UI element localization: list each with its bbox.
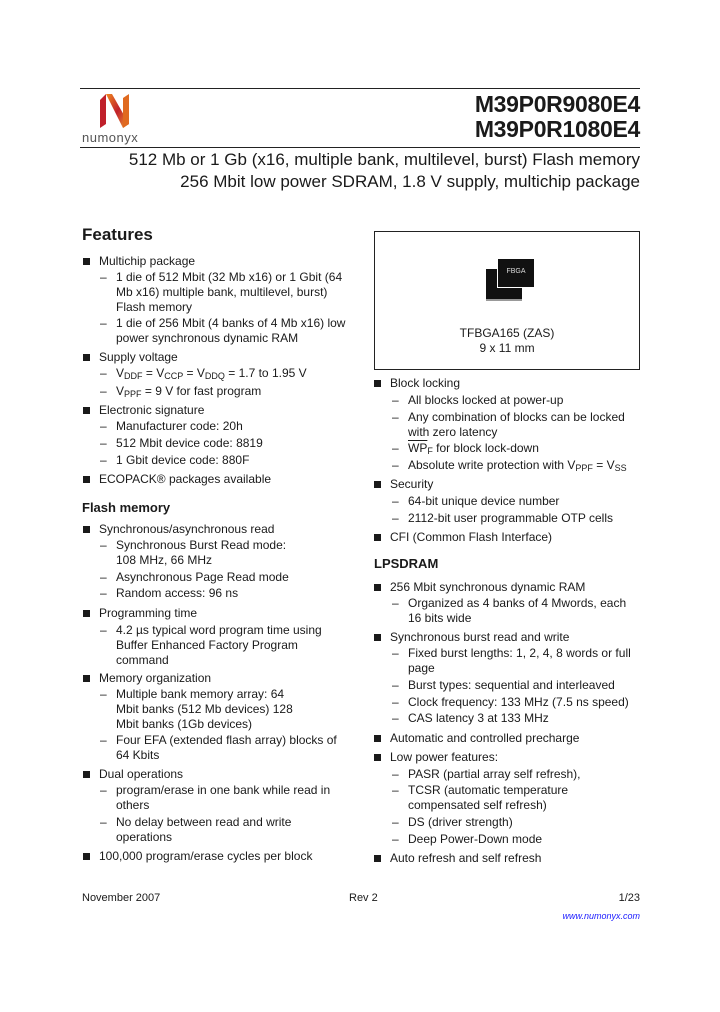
brand-name: numonyx [82,130,139,145]
text: Absolute write protection with V [408,458,576,472]
list-item: CFI (Common Flash Interface) [390,530,625,545]
list-item: Programming time [99,606,349,621]
text: = V [592,458,615,472]
list-item: Synchronous/asynchronous read [99,522,349,537]
list-item: Block locking [390,376,625,391]
subscript: DDQ [204,371,225,381]
list-item [408,441,643,456]
footer-revision: Rev 2 [349,892,378,904]
footer-page-number: 1/23 [618,892,640,904]
list-item: 100,000 program/erase cycles per block [99,849,349,864]
list-item: – 4.2 µs typical word program time using Buffer Enhanced Factory Program command [116,623,331,668]
list-item: – No delay between read and write operations [116,815,316,845]
text: = V [142,366,165,380]
list-item: Multichip package [99,254,349,269]
list-item: – Manufacturer code: 20h [116,419,366,434]
list-item: Electronic signature [99,403,349,418]
website-link[interactable]: www.numonyx.com [562,911,640,921]
text: = V [183,366,205,380]
package-size: 9 x 11 mm [479,341,535,355]
text: = 1.7 to 1.95 V [224,366,307,380]
subscript: PPF [575,463,593,473]
list-item: Memory organization [99,671,349,686]
subtitle-2: 256 Mbit low power SDRAM, 1.8 V supply, multichip package [180,172,640,191]
subscript: F [427,446,433,456]
list-item: – Burst types: sequential and interleaved [408,678,643,693]
features-heading: Features [82,225,153,244]
list-item: – PASR (partial array self refresh), [408,767,643,782]
list-item: – 1 Gbit device code: 880F [116,453,366,468]
list-item: 256 Mbit synchronous dynamic RAM [390,580,625,595]
text: = 9 V for fast program [141,384,262,398]
list-item: Low power features: [390,750,625,765]
subscript: DDF [124,371,143,381]
subscript: SS [614,463,627,473]
list-item: – All blocks locked at power-up [408,393,643,408]
numonyx-logo-mark [97,94,137,128]
flash-memory-heading: Flash memory [82,500,171,515]
package-name: TFBGA165 (ZAS) [459,326,555,340]
text: for block lock-down [432,441,539,455]
subscript: PPF [124,389,142,399]
list-item: Synchronous burst read and write [390,630,625,645]
text: V [116,384,125,398]
list-item: – 512 Mbit device code: 8819 [116,436,366,451]
list-item: – Four EFA (extended flash array) blocks of 64 Kbits [116,733,346,763]
lpsdram-heading: LPSDRAM [374,556,439,571]
list-item: – CAS latency 3 at 133 MHz [408,711,643,726]
part-number-2: M39P0R1080E4 [474,116,640,142]
list-item: Automatic and controlled precharge [390,731,625,746]
list-item: – DS (driver strength) [408,815,643,830]
text: V [116,366,125,380]
list-item: – Asynchronous Page Read mode [116,570,366,585]
part-number-1: M39P0R9080E4 [474,91,640,117]
package-figure [374,231,640,370]
list-item: – Multiple bank memory array: 64 Mbit banks (512 Mb devices) 128 Mbit banks (1Gb devices) [116,687,296,732]
list-item: – Deep Power-Down mode [408,832,643,847]
list-item: – Random access: 96 ns [116,586,366,601]
numonyx-logo [97,94,137,133]
list-item: – Clock frequency: 133 MHz (7.5 ns speed) [408,695,643,710]
list-item: – Synchronous Burst Read mode: 108 MHz, 66 MHz [116,538,296,568]
list-item: – 1 die of 512 Mbit (32 Mb x16) or 1 Gbit (64 Mb x16) multiple bank, multilevel, burst) Flash memory [116,270,352,315]
text: $\overline{WP}$ [408,441,428,455]
list-item: – 1 die of 256 Mbit (4 banks of 4 Mb x16) low power synchronous dynamic RAM [116,316,352,346]
footer-date: November 2007 [82,892,161,904]
list-item: – 64-bit unique device number [408,494,643,509]
list-item: – 2112-bit user programmable OTP cells [408,511,643,526]
list-item: ECOPACK® packages available [99,472,349,487]
list-item: – TCSR (automatic temperature compensated self refresh) [408,783,583,813]
list-item: Auto refresh and self refresh [390,851,625,866]
subtitle-1: 512 Mb or 1 Gb (x16, multiple bank, multilevel, burst) Flash memory [128,150,640,169]
list-item: – Any combination of blocks can be locked with zero latency [408,410,633,440]
list-item [408,458,643,473]
top-rule [80,88,640,89]
subscript: CCP [164,371,184,381]
list-item: Security [390,477,625,492]
list-item [116,366,366,381]
chip-front-icon: FBGA [497,258,535,288]
list-item: Dual operations [99,767,349,782]
list-item: – Fixed burst lengths: 1, 2, 4, 8 words or full page [408,646,636,676]
list-item: – Organized as 4 banks of 4 Mwords, each 16 bits wide [408,596,633,626]
list-item [116,384,366,399]
list-item: Supply voltage [99,350,349,365]
list-item: – program/erase in one bank while read in others [116,783,341,813]
header-rule [80,147,640,148]
